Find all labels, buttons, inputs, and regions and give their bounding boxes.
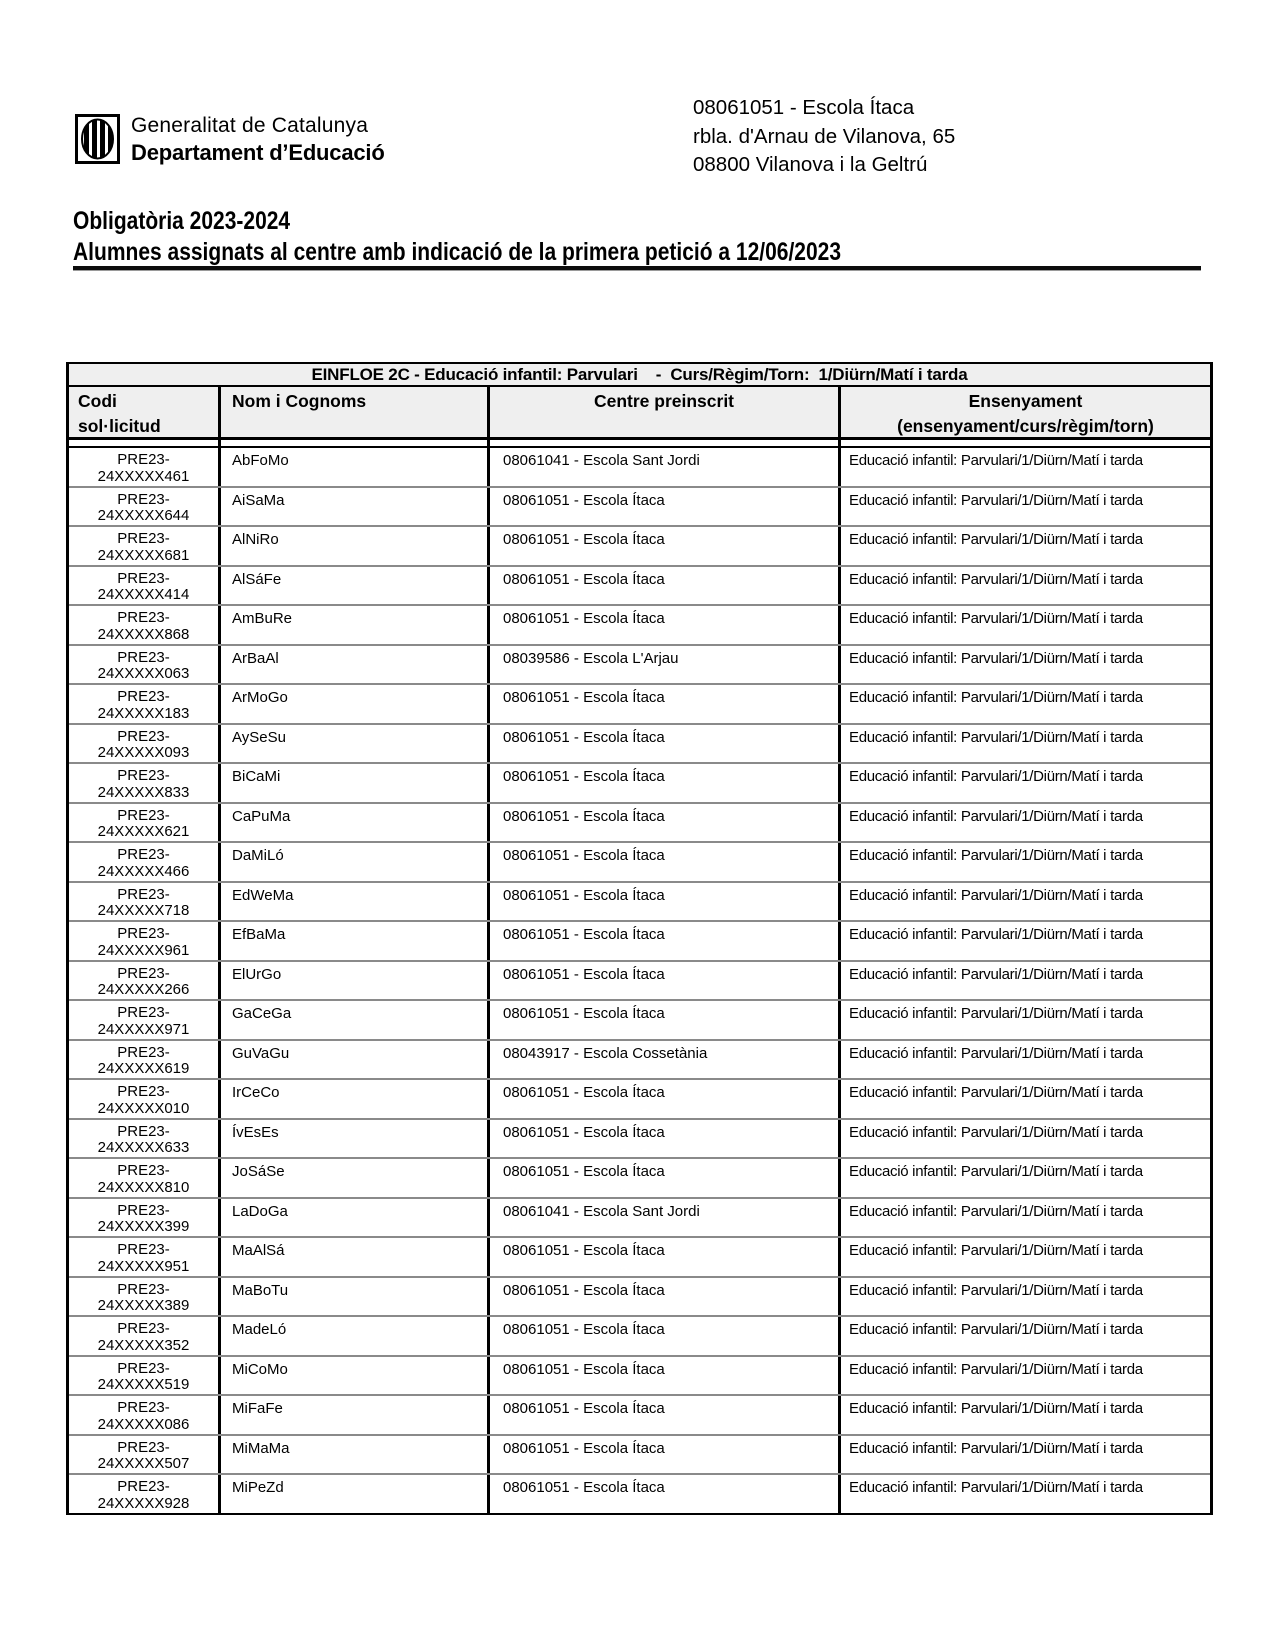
row-name: MadeLó bbox=[218, 1317, 487, 1355]
table-row bbox=[69, 604, 1210, 644]
row-name: MiCoMo bbox=[218, 1357, 487, 1395]
row-ensenyament: Educació infantil: Parvulari/1/Diürn/Matí i tarda bbox=[838, 1357, 1210, 1395]
department-name: Departament d’Educació bbox=[131, 140, 385, 165]
row-ensenyament: Educació infantil: Parvulari/1/Diürn/Matí i tarda bbox=[838, 1238, 1210, 1276]
row-name: MiFaFe bbox=[218, 1396, 487, 1434]
row-centre: 08061051 - Escola Ítaca bbox=[487, 804, 838, 842]
row-code: PRE23- 24XXXXX644 bbox=[97, 490, 190, 524]
row-name: AbFoMo bbox=[218, 448, 487, 486]
row-ensenyament: Educació infantil: Parvulari/1/Diürn/Matí i tarda bbox=[838, 764, 1210, 802]
title-line-course: Obligatòria 2023-2024 bbox=[73, 207, 291, 235]
column-header-nom: Nom i Cognoms bbox=[218, 387, 487, 439]
row-code: PRE23- 24XXXXX718 bbox=[97, 885, 190, 919]
table-row bbox=[69, 486, 1210, 526]
row-name: AySeSu bbox=[218, 725, 487, 763]
table-row bbox=[69, 565, 1210, 605]
row-name: BiCaMi bbox=[218, 764, 487, 802]
row-centre: 08061051 - Escola Ítaca bbox=[487, 764, 838, 802]
row-name: MaBoTu bbox=[218, 1278, 487, 1316]
row-ensenyament: Educació infantil: Parvulari/1/Diürn/Matí i tarda bbox=[838, 804, 1210, 842]
row-ensenyament: Educació infantil: Parvulari/1/Diürn/Matí i tarda bbox=[838, 1396, 1210, 1434]
assignment-table bbox=[66, 362, 1213, 1515]
row-code: PRE23- 24XXXXX810 bbox=[97, 1162, 190, 1196]
row-centre: 08061051 - Escola Ítaca bbox=[487, 1001, 838, 1039]
table-group-header: EINFLOE 2C - Educació infantil: Parvulari - Curs/Règim/Torn: 1/Diürn/Matí i tarda bbox=[66, 362, 1213, 387]
row-centre: 08039586 - Escola L'Arjau bbox=[487, 646, 838, 684]
row-centre: 08043917 - Escola Cossetània bbox=[487, 1041, 838, 1079]
table-row bbox=[69, 1157, 1210, 1197]
row-centre: 08061051 - Escola Ítaca bbox=[487, 922, 838, 960]
table-row bbox=[69, 448, 1210, 486]
row-ensenyament: Educació infantil: Parvulari/1/Diürn/Matí i tarda bbox=[838, 1436, 1210, 1474]
org-block bbox=[131, 114, 385, 166]
row-centre: 08061051 - Escola Ítaca bbox=[487, 1396, 838, 1434]
school-address-block bbox=[693, 94, 955, 180]
title-underline bbox=[73, 266, 1201, 271]
table-row bbox=[69, 841, 1210, 881]
school-city: 08800 Vilanova i la Geltrú bbox=[693, 153, 928, 176]
row-name: ElUrGo bbox=[218, 962, 487, 1000]
row-code: PRE23- 24XXXXX352 bbox=[97, 1320, 190, 1354]
row-name: ArMoGo bbox=[218, 685, 487, 723]
row-code: PRE23- 24XXXXX961 bbox=[97, 925, 190, 959]
row-name: LaDoGa bbox=[218, 1199, 487, 1237]
row-ensenyament: Educació infantil: Parvulari/1/Diürn/Matí i tarda bbox=[838, 843, 1210, 881]
table-row bbox=[69, 802, 1210, 842]
row-code: PRE23- 24XXXXX466 bbox=[97, 846, 190, 880]
row-ensenyament: Educació infantil: Parvulari/1/Diürn/Matí i tarda bbox=[838, 1475, 1210, 1513]
row-code: PRE23- 24XXXXX619 bbox=[97, 1043, 190, 1077]
row-code: PRE23- 24XXXXX621 bbox=[97, 806, 190, 840]
row-centre: 08061051 - Escola Ítaca bbox=[487, 883, 838, 921]
row-ensenyament: Educació infantil: Parvulari/1/Diürn/Matí i tarda bbox=[838, 1199, 1210, 1237]
row-code: PRE23- 24XXXXX399 bbox=[97, 1201, 190, 1235]
row-name: AlNiRo bbox=[218, 527, 487, 565]
row-centre: 08061051 - Escola Ítaca bbox=[487, 527, 838, 565]
row-name: JoSáSe bbox=[218, 1159, 487, 1197]
school-code-name: 08061051 - Escola Ítaca bbox=[693, 96, 915, 119]
row-centre: 08061041 - Escola Sant Jordi bbox=[487, 448, 838, 486]
row-code: PRE23- 24XXXXX063 bbox=[97, 648, 190, 682]
row-centre: 08061051 - Escola Ítaca bbox=[487, 1317, 838, 1355]
table-row bbox=[69, 1315, 1210, 1355]
table-row bbox=[69, 1118, 1210, 1158]
table-row bbox=[69, 1078, 1210, 1118]
row-ensenyament: Educació infantil: Parvulari/1/Diürn/Matí i tarda bbox=[838, 567, 1210, 605]
row-centre: 08061051 - Escola Ítaca bbox=[487, 606, 838, 644]
row-name: MaAlSá bbox=[218, 1238, 487, 1276]
table-row bbox=[69, 683, 1210, 723]
row-ensenyament: Educació infantil: Parvulari/1/Diürn/Matí i tarda bbox=[838, 1041, 1210, 1079]
column-header-codi: Codi sol·licitud bbox=[78, 391, 161, 436]
table-row bbox=[69, 1473, 1210, 1513]
table-row bbox=[69, 999, 1210, 1039]
table-row bbox=[69, 1276, 1210, 1316]
table-row bbox=[69, 762, 1210, 802]
table-row bbox=[69, 1039, 1210, 1079]
row-code: PRE23- 24XXXXX507 bbox=[97, 1438, 190, 1472]
row-centre: 08061051 - Escola Ítaca bbox=[487, 1357, 838, 1395]
row-ensenyament: Educació infantil: Parvulari/1/Diürn/Matí i tarda bbox=[838, 527, 1210, 565]
row-ensenyament: Educació infantil: Parvulari/1/Diürn/Matí i tarda bbox=[838, 685, 1210, 723]
row-code: PRE23- 24XXXXX461 bbox=[97, 451, 190, 485]
row-centre: 08061051 - Escola Ítaca bbox=[487, 488, 838, 526]
row-code: PRE23- 24XXXXX833 bbox=[97, 767, 190, 801]
row-code: PRE23- 24XXXXX414 bbox=[97, 569, 190, 603]
row-name: EdWeMa bbox=[218, 883, 487, 921]
row-name: EfBaMa bbox=[218, 922, 487, 960]
row-ensenyament: Educació infantil: Parvulari/1/Diürn/Matí i tarda bbox=[838, 883, 1210, 921]
row-name: GuVaGu bbox=[218, 1041, 487, 1079]
table-row bbox=[69, 525, 1210, 565]
row-name: DaMiLó bbox=[218, 843, 487, 881]
row-centre: 08061041 - Escola Sant Jordi bbox=[487, 1199, 838, 1237]
row-centre: 08061051 - Escola Ítaca bbox=[487, 962, 838, 1000]
row-name: CaPuMa bbox=[218, 804, 487, 842]
row-name: AiSaMa bbox=[218, 488, 487, 526]
table-row bbox=[69, 1197, 1210, 1237]
row-ensenyament: Educació infantil: Parvulari/1/Diürn/Matí i tarda bbox=[838, 1317, 1210, 1355]
table-row bbox=[69, 1236, 1210, 1276]
row-code: PRE23- 24XXXXX633 bbox=[97, 1122, 190, 1156]
title-line-subject: Alumnes assignats al centre amb indicació de la primera petició a 12/06/2023 bbox=[73, 237, 842, 266]
row-centre: 08061051 - Escola Ítaca bbox=[487, 1238, 838, 1276]
row-ensenyament: Educació infantil: Parvulari/1/Diürn/Matí i tarda bbox=[838, 1159, 1210, 1197]
row-ensenyament: Educació infantil: Parvulari/1/Diürn/Matí i tarda bbox=[838, 725, 1210, 763]
row-code: PRE23- 24XXXXX086 bbox=[97, 1399, 190, 1433]
row-name: IrCeCo bbox=[218, 1080, 487, 1118]
row-centre: 08061051 - Escola Ítaca bbox=[487, 843, 838, 881]
column-header-centre: Centre preinscrit bbox=[487, 387, 838, 439]
row-ensenyament: Educació infantil: Parvulari/1/Diürn/Matí i tarda bbox=[838, 488, 1210, 526]
row-centre: 08061051 - Escola Ítaca bbox=[487, 1278, 838, 1316]
row-centre: 08061051 - Escola Ítaca bbox=[487, 685, 838, 723]
school-street: rbla. d'Arnau de Vilanova, 65 bbox=[693, 124, 956, 148]
row-name: MiPeZd bbox=[218, 1475, 487, 1513]
row-code: PRE23- 24XXXXX093 bbox=[97, 727, 190, 761]
table-row bbox=[69, 920, 1210, 960]
document-title bbox=[73, 206, 841, 267]
row-name: MiMaMa bbox=[218, 1436, 487, 1474]
column-header-ensenyament: Ensenyament (ensenyament/curs/règim/torn) bbox=[838, 387, 1210, 439]
row-centre: 08061051 - Escola Ítaca bbox=[487, 1436, 838, 1474]
row-code: PRE23- 24XXXXX951 bbox=[97, 1241, 190, 1275]
row-name: AmBuRe bbox=[218, 606, 487, 644]
table-row bbox=[69, 960, 1210, 1000]
row-centre: 08061051 - Escola Ítaca bbox=[487, 1159, 838, 1197]
row-ensenyament: Educació infantil: Parvulari/1/Diürn/Matí i tarda bbox=[838, 448, 1210, 486]
row-centre: 08061051 - Escola Ítaca bbox=[487, 725, 838, 763]
row-code: PRE23- 24XXXXX010 bbox=[97, 1083, 190, 1117]
row-code: PRE23- 24XXXXX928 bbox=[97, 1478, 190, 1512]
row-name: ArBaAl bbox=[218, 646, 487, 684]
row-name: ÍvEsEs bbox=[218, 1120, 487, 1158]
row-centre: 08061051 - Escola Ítaca bbox=[487, 1120, 838, 1158]
table-row bbox=[69, 1434, 1210, 1474]
generalitat-seal-icon bbox=[75, 114, 120, 164]
table-row bbox=[69, 1355, 1210, 1395]
org-name: Generalitat de Catalunya bbox=[131, 114, 369, 137]
row-name: AlSáFe bbox=[218, 567, 487, 605]
row-code: PRE23- 24XXXXX868 bbox=[97, 609, 190, 643]
row-ensenyament: Educació infantil: Parvulari/1/Diürn/Matí i tarda bbox=[838, 1278, 1210, 1316]
row-code: PRE23- 24XXXXX183 bbox=[97, 688, 190, 722]
row-ensenyament: Educació infantil: Parvulari/1/Diürn/Matí i tarda bbox=[838, 646, 1210, 684]
row-code: PRE23- 24XXXXX519 bbox=[97, 1359, 190, 1393]
row-code: PRE23- 24XXXXX681 bbox=[97, 530, 190, 564]
row-centre: 08061051 - Escola Ítaca bbox=[487, 567, 838, 605]
table-row bbox=[69, 1394, 1210, 1434]
table-body bbox=[66, 446, 1213, 1515]
row-code: PRE23- 24XXXXX389 bbox=[97, 1280, 190, 1314]
row-ensenyament: Educació infantil: Parvulari/1/Diürn/Matí i tarda bbox=[838, 1120, 1210, 1158]
row-centre: 08061051 - Escola Ítaca bbox=[487, 1080, 838, 1118]
row-code: PRE23- 24XXXXX266 bbox=[97, 964, 190, 998]
row-ensenyament: Educació infantil: Parvulari/1/Diürn/Matí i tarda bbox=[838, 922, 1210, 960]
row-centre: 08061051 - Escola Ítaca bbox=[487, 1475, 838, 1513]
table-column-headers bbox=[66, 387, 1213, 440]
row-ensenyament: Educació infantil: Parvulari/1/Diürn/Matí i tarda bbox=[838, 1080, 1210, 1118]
row-name: GaCeGa bbox=[218, 1001, 487, 1039]
row-ensenyament: Educació infantil: Parvulari/1/Diürn/Matí i tarda bbox=[838, 1001, 1210, 1039]
table-row bbox=[69, 723, 1210, 763]
table-row bbox=[69, 881, 1210, 921]
header-body-gap bbox=[66, 440, 1213, 446]
table-row bbox=[69, 644, 1210, 684]
row-code: PRE23- 24XXXXX971 bbox=[97, 1004, 190, 1038]
row-ensenyament: Educació infantil: Parvulari/1/Diürn/Matí i tarda bbox=[838, 606, 1210, 644]
row-ensenyament: Educació infantil: Parvulari/1/Diürn/Matí i tarda bbox=[838, 962, 1210, 1000]
